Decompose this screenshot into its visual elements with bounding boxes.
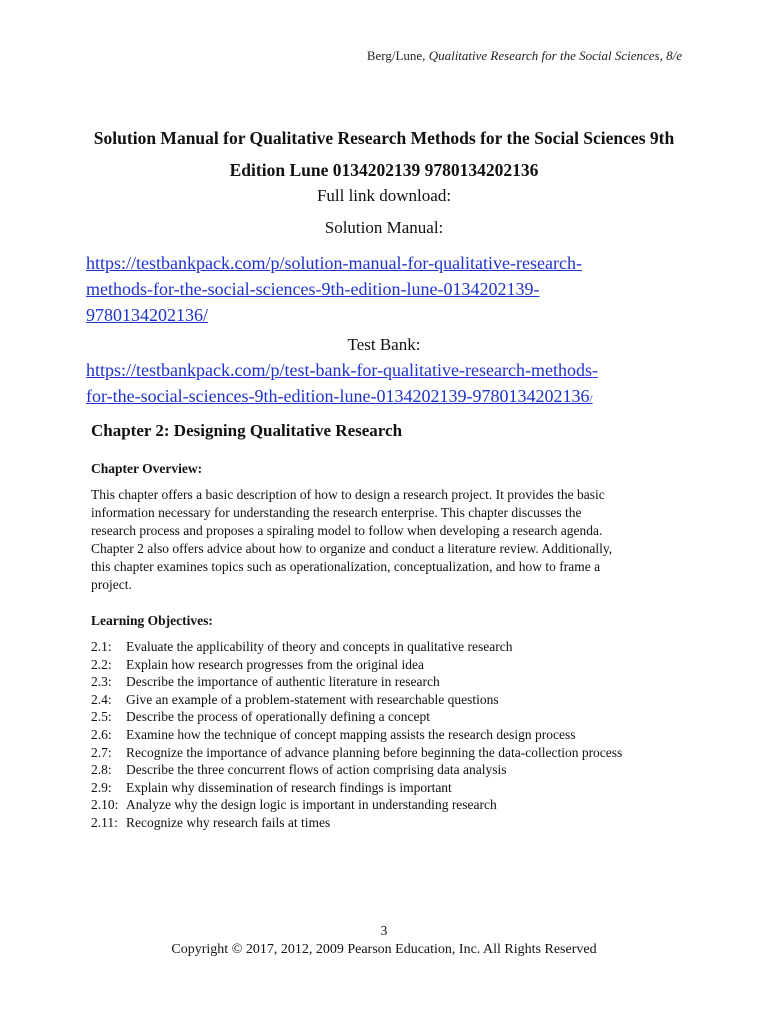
solution-manual-label: Solution Manual: xyxy=(324,218,444,237)
objective-number: 2.3: xyxy=(91,674,112,690)
overview-line: Chapter 2 also offers advice about how to organize and conduct a literature review. Additionally, xyxy=(91,541,613,556)
objective-item xyxy=(91,761,681,779)
objective-text: Examine how the technique of concept mapping assists the research design process xyxy=(126,726,576,742)
overview-line: research process and proposes a spiraling model to follow when developing a research agenda. xyxy=(91,523,603,538)
page-number: 3 xyxy=(380,923,388,938)
overview-line: project. xyxy=(91,577,132,592)
full-link-label: Full link download: xyxy=(316,186,452,205)
chapter-title: Chapter 2: Designing Qualitative Research xyxy=(91,421,403,440)
objective-item xyxy=(91,726,681,744)
objective-item xyxy=(91,796,681,814)
running-header-authors: Berg/Lune, xyxy=(366,48,426,63)
objective-item xyxy=(91,638,681,656)
document-title xyxy=(80,122,688,186)
objective-number: 2.10: xyxy=(91,797,119,813)
objective-item xyxy=(91,744,681,762)
objective-text: Explain how research progresses from the original idea xyxy=(126,656,425,672)
objective-item xyxy=(91,691,681,709)
objective-number: 2.7: xyxy=(91,744,112,760)
test-bank-link[interactable] xyxy=(86,357,686,412)
objective-item xyxy=(91,656,681,674)
overview-line: This chapter offers a basic description of how to design a research project. It provides the basic xyxy=(91,487,605,502)
solution-manual-link-line-3: 9780134202136/ xyxy=(86,305,209,325)
learning-objectives-heading: Learning Objectives: xyxy=(91,613,213,628)
chapter-overview-heading: Chapter Overview: xyxy=(91,461,203,476)
objective-item xyxy=(91,673,681,691)
objective-number: 2.8: xyxy=(91,762,112,778)
objective-text: Evaluate the applicability of theory and concepts in qualitative research xyxy=(126,639,513,654)
objective-text: Give an example of a problem-statement with researchable questions xyxy=(126,691,499,707)
document-title-line-2: Edition Lune 0134202139 9780134202136 xyxy=(229,160,539,180)
running-header-book-title: Qualitative Research for the Social Sciences, 8/e xyxy=(428,48,682,63)
objective-text: Describe the process of operationally defining a concept xyxy=(126,709,431,725)
objective-number: 2.9: xyxy=(91,779,112,795)
objective-text: Recognize the importance of advance planning before beginning the data-collection process xyxy=(126,744,623,760)
copyright-notice: Copyright © 2017, 2012, 2009 Pearson Education, Inc. All Rights Reserved xyxy=(171,942,597,957)
document-title-line-1: Solution Manual for Qualitative Research Methods for the Social Sciences 9th xyxy=(93,128,675,148)
objective-item xyxy=(91,708,681,726)
solution-manual-link-line-1: https://testbankpack.com/p/solution-manual-for-qualitative-research- xyxy=(86,253,582,273)
chapter-overview-text xyxy=(91,486,671,594)
solution-manual-link[interactable] xyxy=(86,250,686,328)
objective-text: Describe the three concurrent flows of action comprising data analysis xyxy=(126,762,507,778)
objective-text: Recognize why research fails at times xyxy=(126,814,331,830)
objective-number: 2.5: xyxy=(91,709,112,725)
objective-number: 2.4: xyxy=(91,691,112,707)
solution-manual-link-line-2: methods-for-the-social-sciences-9th-edition-lune-0134202139- xyxy=(86,279,540,299)
objective-number: 2.11: xyxy=(91,814,118,830)
objective-item xyxy=(91,779,681,797)
test-bank-link-line-2: for-the-social-sciences-9th-edition-lune-0134202139-9780134202136 xyxy=(86,386,590,406)
objective-number: 2.2: xyxy=(91,656,112,672)
test-bank-link-trailing-slash: / xyxy=(589,393,593,405)
running-header xyxy=(367,48,682,64)
test-bank-label: Test Bank: xyxy=(347,335,421,354)
overview-line: information necessary for understanding the research enterprise. This chapter discusses the xyxy=(91,505,582,520)
objective-number: 2.6: xyxy=(91,726,112,742)
test-bank-link-line-1: https://testbankpack.com/p/test-bank-for-qualitative-research-methods- xyxy=(86,360,598,380)
objective-text: Analyze why the design logic is important in understanding research xyxy=(126,797,497,813)
overview-line: this chapter examines topics such as operationalization, conceptualization, and how to frame a xyxy=(91,559,601,574)
objective-text: Describe the importance of authentic literature in research xyxy=(126,674,440,690)
objective-item xyxy=(91,814,681,832)
objective-text: Explain why dissemination of research findings is important xyxy=(126,779,452,795)
learning-objectives-list xyxy=(91,638,681,832)
objective-number: 2.1: xyxy=(91,639,112,654)
